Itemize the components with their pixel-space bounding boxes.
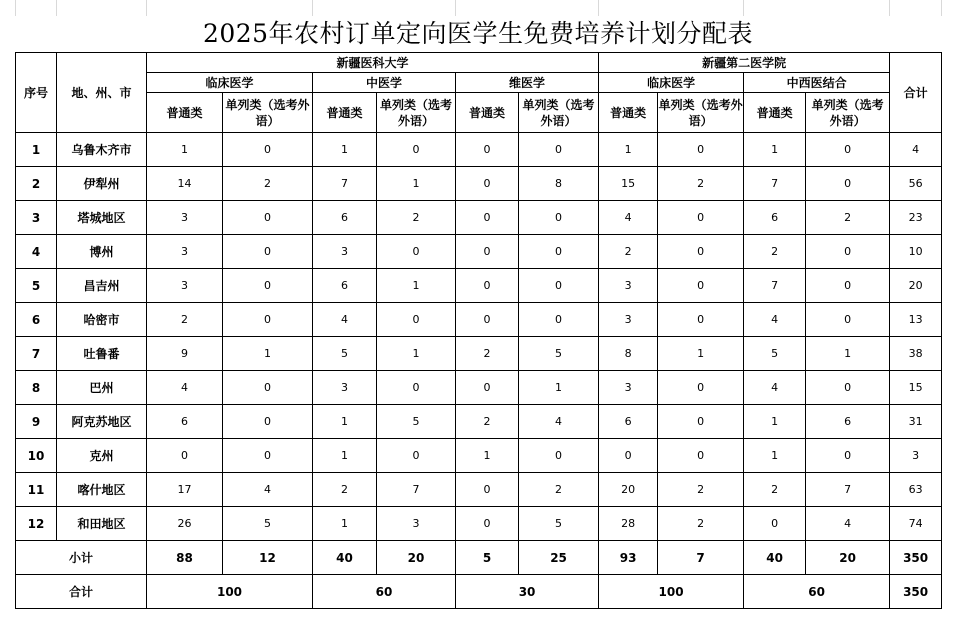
row-value: 17: [147, 473, 223, 507]
row-value: 0: [744, 507, 806, 541]
row-value: 0: [519, 439, 599, 473]
row-value: 7: [313, 167, 377, 201]
row-value: 1: [519, 371, 599, 405]
row-value: 15: [599, 167, 658, 201]
row-value: 0: [658, 303, 744, 337]
row-value: 2: [744, 235, 806, 269]
header-major: 中西医结合: [744, 73, 890, 93]
row-value: 1: [456, 439, 519, 473]
table-row: [16, 507, 942, 541]
sheet-grid-lines: [0, 0, 956, 16]
row-value: 0: [223, 405, 313, 439]
row-value: 3: [599, 303, 658, 337]
row-value: 8: [519, 167, 599, 201]
subtotal-value: 7: [658, 541, 744, 575]
row-index: 3: [16, 201, 57, 235]
row-region-name: 和田地区: [57, 507, 147, 541]
grandtotal-value: 30: [456, 575, 599, 609]
row-region-name: 吐鲁番: [57, 337, 147, 371]
header-total: 合计: [890, 53, 942, 133]
row-total: 23: [890, 201, 942, 235]
row-value: 4: [519, 405, 599, 439]
grandtotal-value: 100: [599, 575, 744, 609]
row-value: 2: [519, 473, 599, 507]
header-major: 临床医学: [147, 73, 313, 93]
subheader-special: 单列类（选考外语）: [223, 93, 313, 133]
table-row: [16, 371, 942, 405]
subheader-normal: 普通类: [147, 93, 223, 133]
row-total: 15: [890, 371, 942, 405]
row-region-name: 博州: [57, 235, 147, 269]
row-total: 4: [890, 133, 942, 167]
row-value: 1: [806, 337, 890, 371]
grandtotal-value: 100: [147, 575, 313, 609]
row-value: 0: [599, 439, 658, 473]
row-value: 0: [519, 269, 599, 303]
row-value: 3: [377, 507, 456, 541]
row-value: 1: [313, 507, 377, 541]
header-major: 中医学: [313, 73, 456, 93]
table-row: [16, 405, 942, 439]
row-index: 4: [16, 235, 57, 269]
row-value: 4: [223, 473, 313, 507]
row-total: 20: [890, 269, 942, 303]
row-index: 9: [16, 405, 57, 439]
row-value: 2: [223, 167, 313, 201]
row-value: 2: [806, 201, 890, 235]
row-index: 1: [16, 133, 57, 167]
row-total: 10: [890, 235, 942, 269]
row-total: 13: [890, 303, 942, 337]
row-index: 12: [16, 507, 57, 541]
row-value: 1: [744, 405, 806, 439]
row-value: 2: [658, 473, 744, 507]
grandtotal-value: 60: [313, 575, 456, 609]
row-value: 7: [377, 473, 456, 507]
row-value: 0: [223, 133, 313, 167]
row-value: 0: [519, 201, 599, 235]
row-value: 7: [744, 269, 806, 303]
grandtotal-label: 合计: [16, 575, 147, 609]
row-value: 1: [147, 133, 223, 167]
row-value: 0: [806, 303, 890, 337]
row-value: 0: [519, 133, 599, 167]
subheader-special: 单列类（选考外语）: [658, 93, 744, 133]
grandtotal-row: [16, 575, 942, 609]
header-university-2: 新疆第二医学院: [599, 53, 890, 73]
subheader-normal: 普通类: [744, 93, 806, 133]
row-value: 6: [744, 201, 806, 235]
row-value: 9: [147, 337, 223, 371]
row-total: 56: [890, 167, 942, 201]
row-index: 5: [16, 269, 57, 303]
row-value: 2: [744, 473, 806, 507]
subtotal-value: 12: [223, 541, 313, 575]
row-value: 1: [313, 133, 377, 167]
row-value: 8: [599, 337, 658, 371]
row-value: 0: [658, 201, 744, 235]
row-value: 0: [658, 133, 744, 167]
row-value: 5: [377, 405, 456, 439]
row-region-name: 乌鲁木齐市: [57, 133, 147, 167]
row-value: 5: [519, 507, 599, 541]
row-value: 2: [658, 167, 744, 201]
row-region-name: 伊犁州: [57, 167, 147, 201]
row-value: 0: [806, 167, 890, 201]
header-region: 地、州、市: [57, 53, 147, 133]
header-index: 序号: [16, 53, 57, 133]
row-value: 1: [377, 167, 456, 201]
row-value: 4: [806, 507, 890, 541]
row-value: 0: [377, 133, 456, 167]
subtotal-value: 40: [313, 541, 377, 575]
row-value: 3: [313, 235, 377, 269]
row-value: 7: [744, 167, 806, 201]
row-value: 0: [456, 303, 519, 337]
table-row: [16, 133, 942, 167]
row-value: 0: [456, 473, 519, 507]
row-value: 2: [658, 507, 744, 541]
row-value: 1: [377, 337, 456, 371]
row-value: 6: [147, 405, 223, 439]
row-total: 31: [890, 405, 942, 439]
row-value: 1: [223, 337, 313, 371]
row-value: 1: [313, 405, 377, 439]
header-university-1: 新疆医科大学: [147, 53, 599, 73]
row-value: 3: [599, 269, 658, 303]
subheader-normal: 普通类: [313, 93, 377, 133]
data-rows: [16, 133, 942, 541]
table-row: [16, 269, 942, 303]
row-index: 6: [16, 303, 57, 337]
row-value: 1: [658, 337, 744, 371]
row-index: 8: [16, 371, 57, 405]
subtotal-row: [16, 541, 942, 575]
row-value: 2: [377, 201, 456, 235]
grandtotal-value: 60: [744, 575, 890, 609]
row-value: 0: [223, 303, 313, 337]
row-index: 2: [16, 167, 57, 201]
row-value: 0: [456, 201, 519, 235]
row-value: 0: [658, 235, 744, 269]
row-total: 74: [890, 507, 942, 541]
row-value: 1: [313, 439, 377, 473]
row-value: 3: [147, 201, 223, 235]
subheader-special: 单列类（选考外语）: [806, 93, 890, 133]
row-value: 3: [599, 371, 658, 405]
row-region-name: 克州: [57, 439, 147, 473]
table-row: [16, 439, 942, 473]
row-value: 1: [377, 269, 456, 303]
row-value: 5: [313, 337, 377, 371]
row-index: 7: [16, 337, 57, 371]
row-value: 0: [456, 269, 519, 303]
subheader-normal: 普通类: [456, 93, 519, 133]
subtotal-value: 20: [806, 541, 890, 575]
subtotal-value: 40: [744, 541, 806, 575]
row-value: 0: [377, 371, 456, 405]
row-value: 0: [456, 235, 519, 269]
row-value: 4: [313, 303, 377, 337]
row-value: 5: [519, 337, 599, 371]
row-value: 0: [658, 405, 744, 439]
row-value: 2: [599, 235, 658, 269]
subtotal-value: 88: [147, 541, 223, 575]
row-value: 3: [147, 269, 223, 303]
row-value: 0: [806, 371, 890, 405]
subheader-special: 单列类（选考外语）: [377, 93, 456, 133]
row-value: 1: [744, 439, 806, 473]
row-value: 26: [147, 507, 223, 541]
row-value: 0: [223, 439, 313, 473]
row-value: 6: [806, 405, 890, 439]
row-value: 1: [599, 133, 658, 167]
row-value: 20: [599, 473, 658, 507]
row-value: 0: [658, 439, 744, 473]
row-value: 0: [223, 371, 313, 405]
row-value: 0: [456, 167, 519, 201]
table-row: [16, 303, 942, 337]
table-title: 2025年农村订单定向医学生免费培养计划分配表: [202, 19, 754, 48]
table-row: [16, 167, 942, 201]
subtotal-value: 25: [519, 541, 599, 575]
row-value: 0: [147, 439, 223, 473]
row-value: 0: [519, 235, 599, 269]
table-row: [16, 337, 942, 371]
row-value: 2: [456, 405, 519, 439]
table-row: [16, 473, 942, 507]
row-value: 4: [744, 303, 806, 337]
subtotal-label: 小计: [16, 541, 147, 575]
table-row: [16, 235, 942, 269]
header-major: 临床医学: [599, 73, 744, 93]
subtotal-value: 93: [599, 541, 658, 575]
row-value: 0: [658, 371, 744, 405]
row-value: 0: [658, 269, 744, 303]
row-value: 28: [599, 507, 658, 541]
row-value: 0: [377, 439, 456, 473]
row-value: 0: [806, 269, 890, 303]
table-row: [16, 201, 942, 235]
row-value: 0: [519, 303, 599, 337]
grandtotal-total: 350: [890, 575, 942, 609]
subheader-special: 单列类（选考外语）: [519, 93, 599, 133]
row-index: 11: [16, 473, 57, 507]
row-value: 5: [744, 337, 806, 371]
row-value: 0: [806, 133, 890, 167]
row-value: 2: [313, 473, 377, 507]
row-region-name: 昌吉州: [57, 269, 147, 303]
row-region-name: 塔城地区: [57, 201, 147, 235]
row-value: 4: [744, 371, 806, 405]
row-value: 0: [456, 371, 519, 405]
row-value: 0: [456, 507, 519, 541]
row-value: 2: [147, 303, 223, 337]
row-value: 0: [806, 235, 890, 269]
row-region-name: 阿克苏地区: [57, 405, 147, 439]
row-total: 3: [890, 439, 942, 473]
row-region-name: 哈密市: [57, 303, 147, 337]
row-value: 3: [313, 371, 377, 405]
subheader-row: [16, 93, 942, 133]
row-value: 3: [147, 235, 223, 269]
row-region-name: 喀什地区: [57, 473, 147, 507]
row-value: 0: [223, 235, 313, 269]
subtotal-value: 5: [456, 541, 519, 575]
row-value: 0: [377, 303, 456, 337]
subtotal-value: 20: [377, 541, 456, 575]
row-total: 38: [890, 337, 942, 371]
row-value: 0: [456, 133, 519, 167]
row-value: 0: [806, 439, 890, 473]
row-index: 10: [16, 439, 57, 473]
row-value: 0: [223, 201, 313, 235]
row-value: 6: [313, 201, 377, 235]
row-value: 0: [223, 269, 313, 303]
allocation-table: [15, 52, 942, 609]
row-region-name: 巴州: [57, 371, 147, 405]
subtotal-total: 350: [890, 541, 942, 575]
row-total: 63: [890, 473, 942, 507]
row-value: 0: [377, 235, 456, 269]
row-value: 6: [599, 405, 658, 439]
row-value: 4: [599, 201, 658, 235]
row-value: 5: [223, 507, 313, 541]
header-major: 维医学: [456, 73, 599, 93]
row-value: 2: [456, 337, 519, 371]
row-value: 4: [147, 371, 223, 405]
row-value: 14: [147, 167, 223, 201]
subheader-normal: 普通类: [599, 93, 658, 133]
row-value: 7: [806, 473, 890, 507]
row-value: 6: [313, 269, 377, 303]
row-value: 1: [744, 133, 806, 167]
